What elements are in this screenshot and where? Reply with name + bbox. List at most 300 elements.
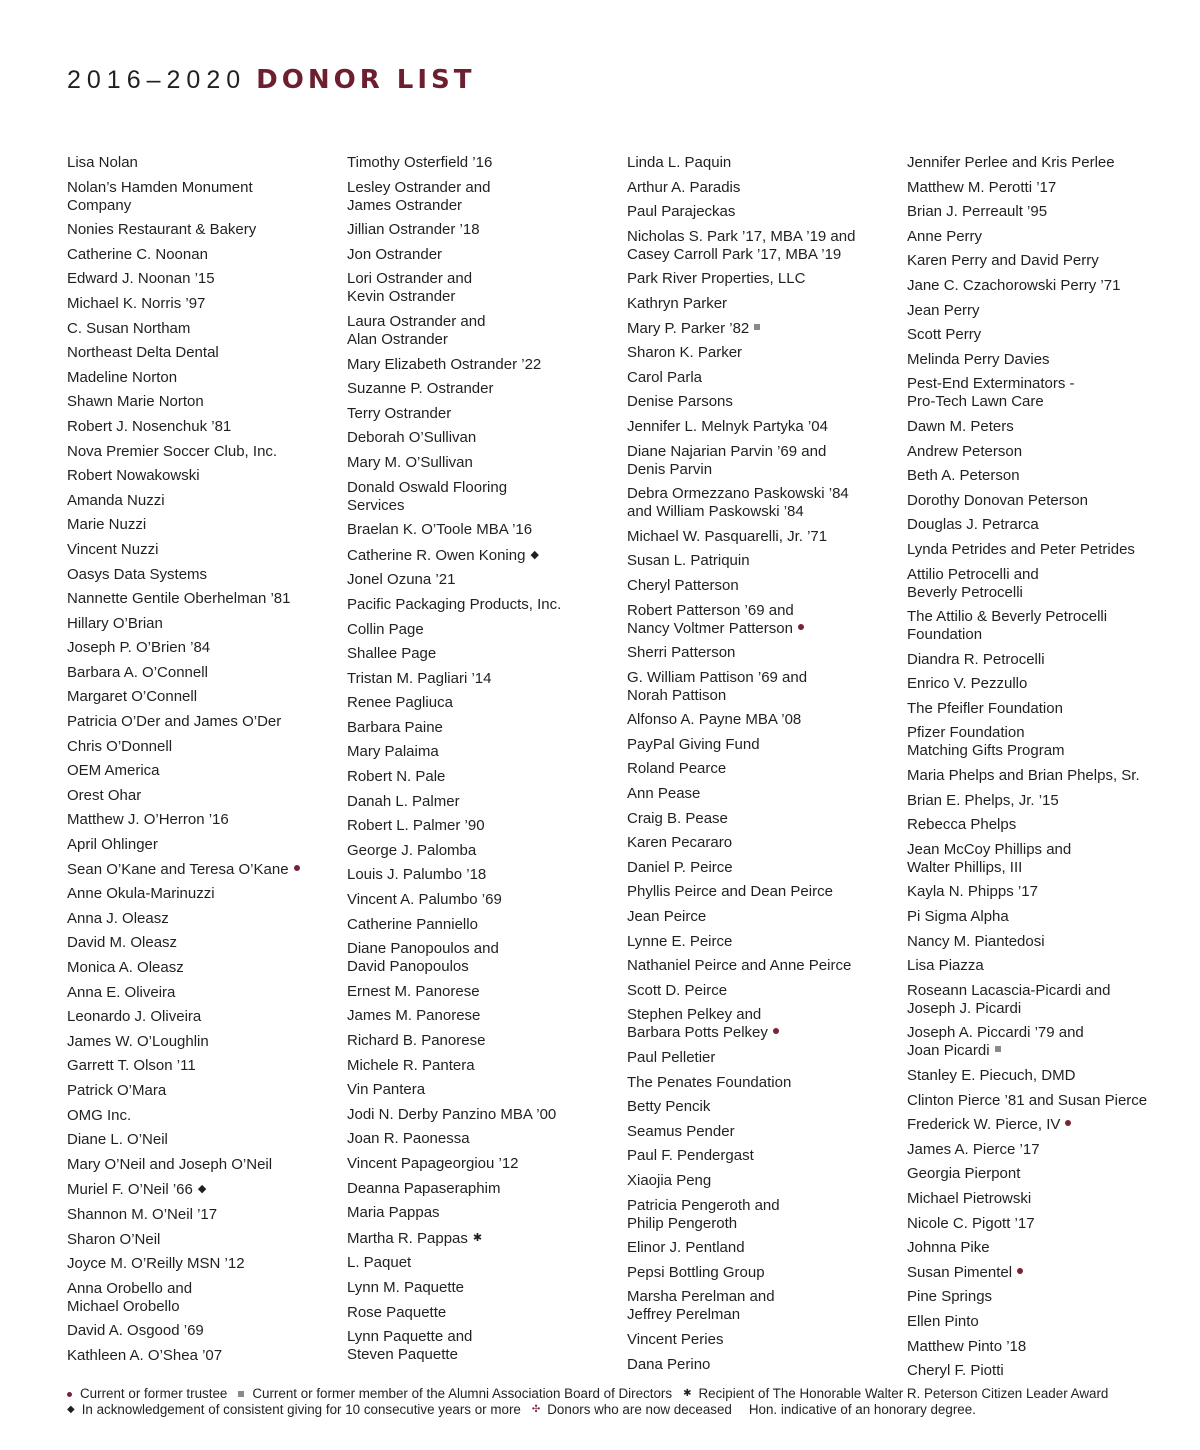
donor-entry (347, 571, 622, 589)
donor-entry (347, 940, 622, 976)
donor-name-line: Martha R. Pappas ✱ (347, 1229, 483, 1247)
donor-name-line: Brian E. Phelps, Jr. ’15 (907, 791, 1059, 809)
donor-column-3 (627, 154, 902, 1380)
donor-entry (67, 418, 342, 436)
donor-name-line: Mary Elizabeth Ostrander ’22 (347, 355, 542, 373)
donor-name-line: Shallee Page (347, 645, 437, 663)
donor-name-line: Phyllis Peirce and Dean Peirce (627, 883, 833, 901)
donor-entry (67, 615, 342, 633)
donor-entry (627, 982, 902, 1000)
donor-entry (347, 521, 622, 539)
donor-name-line: Lisa Piazza (907, 957, 984, 975)
donor-name-line: Joyce M. O’Reilly MSN ’12 (67, 1255, 245, 1273)
donor-entry (67, 516, 342, 534)
donor-name-line: Clinton Pierce ’81 and Susan Pierce (907, 1091, 1148, 1109)
donor-entry (627, 883, 902, 901)
donor-entry (627, 270, 902, 288)
donor-name-line: Garrett T. Olson ’11 (67, 1057, 196, 1075)
donor-entry (67, 688, 342, 706)
donor-name-line: Pepsi Bottling Group (627, 1263, 765, 1281)
legend-item (67, 1402, 521, 1418)
donor-name-line: Sherri Patterson (627, 644, 736, 662)
donor-name-line: Suzanne P. Ostrander (347, 380, 494, 398)
donor-name-line: Dawn M. Peters (907, 417, 1014, 435)
donor-name-line: Maria Pappas (347, 1204, 440, 1222)
donor-name-line: Catherine C. Noonan (67, 245, 208, 263)
donor-entry (627, 1239, 902, 1257)
donor-entry (627, 834, 902, 852)
donor-name-line: Diane L. O’Neil (67, 1131, 168, 1149)
legend-row-2 (67, 1402, 1177, 1418)
donor-name-line: Lesley Ostrander and (347, 178, 491, 196)
donor-name-line: David M. Oleasz (67, 934, 178, 952)
donor-name-line: Lisa Nolan (67, 154, 138, 171)
donor-entry (347, 1130, 622, 1148)
donor-entry (627, 1331, 902, 1349)
donor-entry (67, 959, 342, 977)
donor-entry (67, 1131, 342, 1149)
donor-entry (907, 675, 1182, 693)
donor-name-line: and William Paskowski ’84 (627, 503, 804, 521)
donor-name-line: Walter Phillips, III (907, 858, 1023, 876)
donor-entry (347, 405, 622, 423)
donor-name-line: Lynda Petrides and Peter Petrides (907, 540, 1135, 558)
donor-name-line: Stanley E. Piecuch, DMD (907, 1067, 1076, 1084)
board-square-icon (238, 1391, 244, 1397)
donor-name-line: Marsha Perelman and (627, 1288, 775, 1306)
donor-name-line: The Pfeifler Foundation (907, 699, 1063, 717)
donor-entry (347, 1304, 622, 1322)
donor-entry (347, 221, 622, 239)
donor-name-line: James W. O’Loughlin (67, 1032, 209, 1050)
donor-name-line: Robert N. Pale (347, 768, 446, 786)
donor-name-line: Edward J. Noonan ’15 (67, 270, 215, 288)
donor-name-line: Joan Picardi (907, 1042, 1182, 1060)
donor-name-line: Brian J. Perreault ’95 (907, 203, 1048, 221)
donor-name-line: Craig B. Pease (627, 809, 728, 827)
donor-name-line: Matthew M. Perotti ’17 (907, 178, 1057, 196)
donor-name-line: Pro-Tech Lawn Care (907, 393, 1044, 411)
donor-name-line: C. Susan Northam (67, 319, 191, 337)
donor-entry (907, 816, 1182, 834)
donor-name-line: Shannon M. O’Neil ’17 (67, 1205, 218, 1223)
donor-entry (67, 811, 342, 829)
donor-name-line: Robert Patterson ’69 and (627, 601, 794, 619)
donor-entry (347, 670, 622, 688)
trustee-dot-icon (67, 1392, 72, 1397)
donor-entry (347, 817, 622, 835)
donor-name-line: Betty Pencik (627, 1098, 711, 1116)
donor-name-line: Matthew J. O’Herron ’16 (67, 811, 229, 829)
donor-name-line: Madeline Norton (67, 368, 178, 386)
donor-entry (347, 743, 622, 761)
donor-entry (347, 719, 622, 737)
donor-entry (627, 760, 902, 778)
donor-name-line: Renee Pagliuca (347, 694, 453, 712)
legend-item (743, 1402, 976, 1418)
donor-entry (347, 179, 622, 215)
donor-entry (67, 910, 342, 928)
donor-entry (627, 669, 902, 705)
donor-name-line: Cheryl Patterson (627, 576, 739, 594)
donor-name-line: Chris O’Donnell (67, 737, 173, 755)
donor-entry (907, 1215, 1182, 1233)
donor-name-line: Lynn Paquette and (347, 1328, 473, 1346)
donor-name-line: Terry Ostrander (347, 404, 452, 422)
legend-text: Recipient of The Honorable Walter R. Peterson Citizen Leader Award (698, 1386, 1109, 1401)
donor-name-line: Jillian Ostrander ’18 (347, 221, 480, 239)
donor-entry (627, 736, 902, 754)
donor-name-line: Sean O’Kane and Teresa O’Kane (67, 861, 342, 879)
consistent-giving-diamond-icon: ◆ (197, 1183, 207, 1196)
donor-name-line: Michael Pietrowski (907, 1189, 1032, 1207)
donor-entry (907, 608, 1182, 644)
donor-name-line: Matthew Pinto ’18 (907, 1337, 1027, 1355)
donor-name-line: Jodi N. Derby Panzino MBA ’00 (347, 1105, 557, 1123)
donor-name-line: Nannette Gentile Oberhelman ’81 (67, 590, 291, 608)
donor-entry (907, 700, 1182, 718)
donor-entry (907, 302, 1182, 320)
donor-entry (67, 885, 342, 903)
donor-entry (347, 454, 622, 472)
donor-entry (67, 344, 342, 362)
donor-name-line: Maria Phelps and Brian Phelps, Sr. (907, 767, 1140, 785)
donor-name-line: Ernest M. Panorese (347, 982, 480, 1000)
donor-name-line: Anna J. Oleasz (67, 909, 169, 927)
legend-item (67, 1386, 227, 1402)
donor-name-line: Margaret O’Connell (67, 688, 198, 706)
donor-name-line: Nancy Voltmer Patterson (627, 620, 902, 638)
donor-entry (67, 861, 342, 879)
donor-name-line: OMG Inc. (67, 1106, 132, 1124)
donor-name-line: Mary O’Neil and Joseph O’Neil (67, 1155, 273, 1173)
donor-entry (627, 957, 902, 975)
donor-name-line: Stephen Pelkey and (627, 1006, 762, 1024)
donor-name-line: Michael W. Pasquarelli, Jr. ’71 (627, 527, 828, 545)
donor-name-line: Pest-End Exterminators - (907, 375, 1075, 393)
donor-name-line: Donald Oswald Flooring (347, 478, 508, 496)
donor-name-line: Michael K. Norris ’97 (67, 294, 206, 312)
donor-entry (67, 738, 342, 756)
donor-entry (907, 326, 1182, 344)
donor-entry (627, 1049, 902, 1067)
donor-entry (627, 1288, 902, 1324)
donor-entry (67, 320, 342, 338)
donor-entry (347, 596, 622, 614)
donor-name-line: G. William Pattison ’69 and (627, 668, 808, 686)
donor-name-line: Vin Pantera (347, 1081, 426, 1099)
donor-name-line: Northeast Delta Dental (67, 344, 219, 362)
donor-entry (907, 841, 1182, 877)
donor-entry (627, 485, 902, 521)
donor-entry (627, 295, 902, 313)
donor-entry (67, 664, 342, 682)
legend-row-1 (67, 1386, 1177, 1402)
donor-entry (347, 793, 622, 811)
donor-entry (627, 418, 902, 436)
donor-name-line: Anna E. Oliveira (67, 983, 176, 1001)
donor-name-line: James M. Panorese (347, 1007, 481, 1025)
donor-entry (67, 590, 342, 608)
donor-name-line: Jeffrey Perelman (627, 1306, 741, 1324)
award-asterisk-icon: ✱ (683, 1388, 692, 1399)
donor-name-line: Elinor J. Pentland (627, 1239, 745, 1257)
donor-entry (347, 621, 622, 639)
donor-name-line: Hillary O’Brian (67, 614, 163, 632)
donor-entry (67, 393, 342, 411)
board-square-icon (754, 324, 760, 330)
donor-name-line: Johnna Pike (907, 1239, 990, 1257)
donor-name-line: David Panopoulos (347, 958, 469, 976)
donor-entry (347, 1057, 622, 1075)
donor-entry (627, 528, 902, 546)
donor-entry (347, 1106, 622, 1124)
donor-entry (347, 154, 622, 172)
donor-name-line: Tristan M. Pagliari ’14 (347, 669, 492, 687)
donor-name-line: Georgia Pierpont (907, 1165, 1021, 1183)
donor-name-line: Melinda Perry Davies (907, 350, 1050, 368)
donor-name-line: Orest Ohar (67, 786, 142, 804)
donor-entry (67, 566, 342, 584)
donor-name-line: James Ostrander (347, 196, 463, 214)
donor-entry (67, 1255, 342, 1273)
donor-name-line: Laura Ostrander and (347, 312, 486, 330)
donor-name-line: Barbara Paine (347, 718, 443, 736)
donor-entry (347, 645, 622, 663)
donor-name-line: Muriel F. O’Neil ’66 ◆ (67, 1181, 207, 1199)
donor-entry (347, 891, 622, 909)
donor-name-line: Susan L. Patriquin (627, 552, 750, 570)
donor-entry (67, 639, 342, 657)
donor-entry (907, 541, 1182, 559)
donor-entry (347, 768, 622, 786)
donor-name-line: David A. Osgood ’69 (67, 1322, 204, 1340)
donor-entry (627, 577, 902, 595)
donor-name-line: Services (347, 496, 405, 514)
donor-name-line: Joseph P. O’Brien ’84 (67, 639, 211, 657)
donor-entry (67, 492, 342, 510)
donor-entry (67, 762, 342, 780)
donor-entry (627, 1172, 902, 1190)
donor-name-line: Diane Najarian Parvin ’69 and (627, 442, 827, 460)
donor-entry (347, 1328, 622, 1364)
donor-entry (347, 1279, 622, 1297)
donor-name-line: Lori Ostrander and (347, 270, 473, 288)
donor-entry (907, 566, 1182, 602)
trustee-dot-icon (773, 1028, 779, 1034)
donor-name-line: Steven Paquette (347, 1346, 458, 1364)
donor-name-line: Nathaniel Peirce and Anne Peirce (627, 957, 852, 975)
donor-name-line: L. Paquet (347, 1254, 412, 1272)
donor-entry (347, 313, 622, 349)
donor-name-line: George J. Palomba (347, 841, 477, 859)
donor-entry (347, 1081, 622, 1099)
donor-entry (907, 1239, 1182, 1257)
donor-name-line: Philip Pengeroth (627, 1214, 738, 1232)
donor-entry (67, 1322, 342, 1340)
donor-name-line: Dana Perino (627, 1355, 711, 1373)
donor-entry (67, 787, 342, 805)
donor-entry (67, 1347, 342, 1365)
donor-entry (67, 1156, 342, 1174)
donor-name-line: Beverly Petrocelli (907, 583, 1023, 601)
donor-name-line: Jean McCoy Phillips and (907, 840, 1072, 858)
donor-name-line: Xiaojia Peng (627, 1171, 712, 1189)
donor-entry (907, 1362, 1182, 1380)
board-square-icon (995, 1046, 1001, 1052)
donor-entry (907, 443, 1182, 461)
donor-entry (347, 1204, 622, 1222)
donor-column-4 (907, 154, 1182, 1387)
donor-name-line: Patricia Pengeroth and (627, 1196, 780, 1214)
consistent-giving-diamond-icon: ◆ (530, 548, 539, 561)
donor-entry (347, 246, 622, 264)
legend (67, 1386, 1177, 1418)
donor-entry (627, 154, 902, 172)
donor-entry (627, 369, 902, 387)
donor-entry (67, 467, 342, 485)
donor-entry (907, 1313, 1182, 1331)
donor-entry (627, 443, 902, 479)
donor-name-line: Andrew Peterson (907, 442, 1023, 460)
donor-name-line: Joseph A. Piccardi ’79 and (907, 1024, 1084, 1042)
donor-name-line: James A. Pierce ’17 (907, 1140, 1040, 1158)
donor-entry (907, 1116, 1182, 1134)
donor-name-line: Mary Palaima (347, 743, 439, 761)
donor-name-line: Anna Orobello and (67, 1279, 193, 1297)
donor-entry (907, 957, 1182, 975)
donor-entry (627, 859, 902, 877)
donor-entry (347, 270, 622, 306)
donor-name-line: Debra Ormezzano Paskowski ’84 (627, 485, 849, 503)
consistent-giving-diamond-icon: ◆ (67, 1404, 75, 1415)
donor-entry (67, 1082, 342, 1100)
donor-entry (67, 221, 342, 239)
donor-name-line: Vincent Peries (627, 1330, 724, 1348)
donor-entry (627, 908, 902, 926)
donor-name-line: Pi Sigma Alpha (907, 908, 1009, 926)
donor-name-line: Beth A. Peterson (907, 467, 1020, 485)
donor-name-line: Danah L. Palmer (347, 792, 460, 810)
donor-entry (67, 369, 342, 387)
donor-name-line: Robert L. Palmer ’90 (347, 817, 485, 835)
donor-entry (627, 228, 902, 264)
donor-entry (627, 1197, 902, 1233)
donor-entry (907, 418, 1182, 436)
donor-entry (907, 767, 1182, 785)
donor-name-line: Jean Perry (907, 301, 980, 319)
donor-name-line: Michael Orobello (67, 1297, 180, 1315)
donor-entry (907, 933, 1182, 951)
donor-name-line: Cheryl F. Piotti (907, 1362, 1004, 1380)
donor-name-line: Nancy M. Piantedosi (907, 932, 1045, 950)
donor-entry (907, 228, 1182, 246)
donor-name-line: Matching Gifts Program (907, 742, 1065, 760)
legend-text: Current or former member of the Alumni Association Board of Directors (252, 1386, 673, 1401)
donor-name-line: Vincent Papageorgiou ’12 (347, 1154, 519, 1172)
donor-name-line: Robert J. Nosenchuk ’81 (67, 417, 232, 435)
donor-entry (907, 908, 1182, 926)
donor-name-line: Oasys Data Systems (67, 565, 208, 583)
legend-text: Hon. indicative of an honorary degree. (748, 1402, 976, 1417)
donor-name-line: Jon Ostrander (347, 245, 443, 263)
donor-name-line: Nicholas S. Park ’17, MBA ’19 and (627, 227, 856, 245)
donor-name-line: Pacific Packaging Products, Inc. (347, 595, 562, 613)
page-header (67, 62, 475, 98)
donor-entry (627, 393, 902, 411)
donor-entry (627, 785, 902, 803)
donor-entry (347, 356, 622, 374)
donor-entry (907, 375, 1182, 411)
donor-name-line: Vincent Nuzzi (67, 540, 159, 558)
donor-name-line: April Ohlinger (67, 836, 158, 854)
donor-name-line: The Penates Foundation (627, 1073, 792, 1091)
donor-entry (907, 1264, 1182, 1282)
donor-name-line: Alfonso A. Payne MBA ’08 (627, 711, 802, 729)
donor-entry (907, 1092, 1182, 1110)
donor-name-line: Kathleen A. O’Shea ’07 (67, 1346, 223, 1364)
donor-name-line: Marie Nuzzi (67, 516, 147, 534)
trustee-dot-icon (1017, 1268, 1023, 1274)
donor-name-line: Deanna Papaseraphim (347, 1179, 501, 1197)
donor-entry (347, 1254, 622, 1272)
donor-entry (67, 1280, 342, 1316)
donor-entry (907, 1141, 1182, 1159)
donor-name-line: Rose Paquette (347, 1303, 447, 1321)
donor-name-line: Jennifer Perlee and Kris Perlee (907, 154, 1115, 171)
donor-entry (907, 467, 1182, 485)
donor-entry (627, 810, 902, 828)
donor-name-line: Anne Perry (907, 227, 983, 245)
donor-name-line: Kevin Ostrander (347, 288, 456, 306)
award-asterisk-icon: ✱ (472, 1231, 483, 1244)
donor-name-line: Timothy Osterfield ’16 (347, 154, 493, 171)
donor-name-line: Denis Parvin (627, 460, 713, 478)
donor-entry (907, 724, 1182, 760)
donor-name-line: Richard B. Panorese (347, 1032, 486, 1049)
donor-entry (627, 933, 902, 951)
donor-name-line: Mary M. O’Sullivan (347, 453, 473, 471)
legend-text: Current or former trustee (80, 1386, 228, 1401)
donor-entry (907, 792, 1182, 810)
donor-entry (907, 351, 1182, 369)
donor-name-line: Scott Perry (907, 326, 982, 344)
donor-name-line: Deborah O’Sullivan (347, 429, 477, 447)
donor-entry (67, 179, 342, 215)
donor-name-line: Enrico V. Pezzullo (907, 675, 1028, 693)
donor-name-line: Susan Pimentel (907, 1264, 1182, 1282)
donor-entry (347, 1229, 622, 1248)
donor-entry (67, 984, 342, 1002)
donor-name-line: Jennifer L. Melnyk Partyka ’04 (627, 417, 828, 435)
deceased-cross-icon: ✣ (531, 1404, 541, 1415)
donor-entry (347, 380, 622, 398)
donor-entry (347, 694, 622, 712)
donor-name-line: Braelan K. O’Toole MBA ’16 (347, 521, 533, 539)
donor-entry (627, 644, 902, 662)
donor-name-line: Joseph J. Picardi (907, 999, 1022, 1017)
donor-entry (67, 154, 342, 172)
donor-name-line: Nonies Restaurant & Bakery (67, 221, 257, 239)
donor-entry (627, 1123, 902, 1141)
donor-entry (907, 516, 1182, 534)
donor-name-line: Mary P. Parker ’82 (627, 320, 902, 338)
donor-name-line: Park River Properties, LLC (627, 270, 806, 288)
legend-item (683, 1386, 1108, 1402)
donor-name-line: Pfizer Foundation (907, 724, 1025, 742)
donor-name-line: Roland Pearce (627, 760, 727, 778)
donor-entry (67, 1008, 342, 1026)
